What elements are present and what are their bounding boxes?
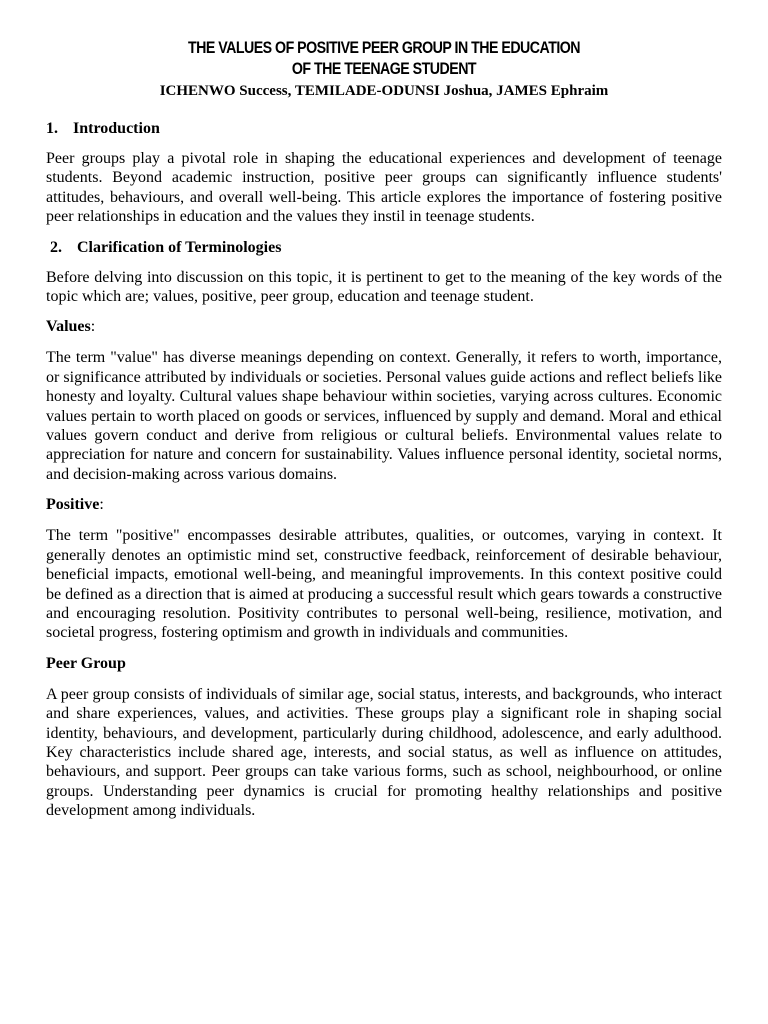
section-number: 2. [50,238,62,256]
section-title: Introduction [73,120,160,137]
title-line-2: OF THE TEENAGE STUDENT [291,60,477,78]
section-heading-terminologies [46,238,722,258]
section-title: Clarification of Terminologies [77,238,282,256]
terminologies-paragraph: Before delving into discussion on this topic, it is pertinent to get to the meaning of the key words of the topic which are; values, positive, peer group, education and teenage student. [46,268,722,306]
values-paragraph: The term "value" has diverse meanings depending on context. Generally, it refers to worth, importance, or significance attributed by individuals or societies. Personal values guide actions and reflect beliefs like honesty and loyalty. Cultural values shape behaviour within societies, varying across cultures. Economic values pertain to worth placed on goods or services, influenced by supply and demand. Moral and ethical values govern conduct and derive from religious or cultural beliefs. Environmental values relate to appreciation for nature and concern for sustainability. Values influence personal identity, societal norms, and decision-making across various domains. [46,349,722,483]
term-heading-peer-group [46,654,722,674]
author-list: ICHENWO Success, TEMILADE-ODUNSI Joshua, JAMES Ephraim [159,83,609,99]
term-colon: : [99,496,104,514]
term-title: Positive [46,496,100,514]
title-line-1: THE VALUES OF POSITIVE PEER GROUP IN THE EDUCATION [187,39,581,57]
positive-paragraph: The term "positive" encompasses desirable attributes, qualities, or outcomes, varying in context. It generally denotes an optimistic mind set, constructive feedback, reinforcement of desirable behaviour, beneficial impacts, emotional well-being, and meaningful improvements. In this context positive could be defined as a direction that is aimed at producing a successful result which gears towards a constructive and encouraging resolution. Positivity contributes to personal well-being, resilience, motivation, and societal progress, fostering optimism and growth in individuals and communities. [46,527,722,642]
introduction-paragraph: Peer groups play a pivotal role in shaping the educational experiences and development of teenage students. Beyond academic instruction, positive peer groups can significantly influence students' attitudes, behaviours, and overall well-being. This article explores the importance of fostering positive peer relationships in education and the values they instil in teenage students. [46,150,722,226]
document-title [93,38,674,80]
peer-group-paragraph: A peer group consists of individuals of similar age, social status, interests, and backgrounds, who interact and share experiences, values, and activities. These groups play a significant role in shaping social identity, behaviours, and development, particularly during childhood, adolescence, and early adulthood. Key characteristics include shared age, interests, and social status, as well as influence on attitudes, behaviours, and support. Peer groups can take various forms, such as school, neighbourhood, or online groups. Understanding peer dynamics is crucial for promoting healthy relationships and positive development among individuals. [46,685,722,820]
term-title: Peer Group [46,654,126,672]
section-heading-introduction [46,119,722,139]
term-heading-values [46,317,722,337]
section-number: 1. [46,120,58,137]
term-title: Values [46,318,91,336]
term-heading-positive [46,495,722,515]
term-colon: : [90,318,96,336]
